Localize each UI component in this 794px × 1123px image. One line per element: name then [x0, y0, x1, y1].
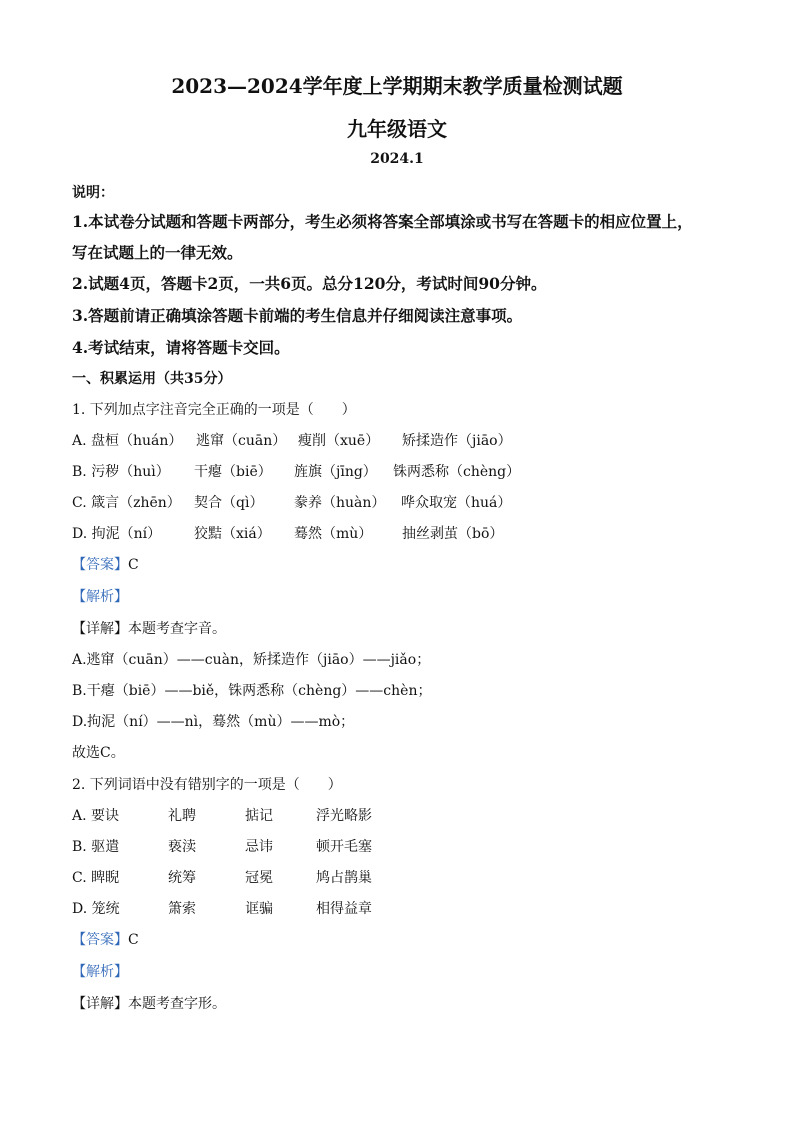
q1-option-a-4: 矫揉造作（jiāo） — [402, 433, 512, 449]
q1-option-b-2: 干瘪（biē） — [194, 464, 272, 480]
answer-value: C — [128, 557, 139, 573]
q2-option-d-2: 箫索 — [168, 901, 196, 917]
detail-tag: 【详解】 — [72, 996, 128, 1012]
q1-option-a-3: 瘦削（xuē） — [298, 433, 380, 449]
q2-answer — [72, 931, 139, 949]
q2-option-c-3: 冠冕 — [245, 870, 273, 886]
q1-option-c-2: 契合（qì） — [194, 495, 264, 511]
note-item: 3.答题前请正确填涂答题卡前端的考生信息并仔细阅读注意事项。 — [72, 306, 523, 325]
q2-option-a-1: A. 要诀 — [72, 808, 120, 824]
q1-option-d-1: D. 拘泥（ní） — [72, 526, 162, 542]
q2-option-c-2: 统筹 — [168, 870, 196, 886]
note-item: 4.考试结束，请将答题卡交回。 — [72, 338, 290, 357]
q1-detail — [72, 620, 226, 638]
question-2-stem: 2. 下列词语中没有错别字的一项是（ ） — [72, 777, 342, 793]
q2-option-b-4: 顿开毛塞 — [316, 839, 372, 855]
q2-detail — [72, 995, 226, 1013]
q2-option-a-3: 掂记 — [245, 808, 273, 824]
answer-value: C — [128, 932, 139, 948]
q1-conclusion: 故选C。 — [72, 745, 125, 761]
q2-option-b-2: 亵渎 — [168, 839, 196, 855]
q1-explanation-line: D.拘泥（ní）——nì，蓦然（mù）——mò； — [72, 714, 355, 730]
section-title: 一、积累运用（共35分） — [72, 371, 232, 387]
q1-option-b-3: 旌旗（jīng） — [294, 464, 377, 480]
exam-date: 2024.1 — [370, 151, 424, 167]
note-item: 2.试题4页，答题卡2页，一共6页。总分120分，考试时间90分钟。 — [72, 274, 547, 293]
q1-option-d-3: 蓦然（mù） — [294, 526, 373, 542]
analysis-tag: 【解析】 — [72, 964, 128, 980]
answer-tag: 【答案】 — [72, 557, 128, 573]
q2-option-d-3: 诓骗 — [245, 901, 273, 917]
analysis-tag: 【解析】 — [72, 589, 128, 605]
q1-option-b-1: B. 污秽（huì） — [72, 464, 170, 480]
q2-option-a-4: 浮光略影 — [316, 808, 372, 824]
q1-option-a-2: 逃窜（cuān） — [196, 433, 287, 449]
q1-answer — [72, 556, 139, 574]
q2-option-a-2: 礼聘 — [168, 808, 196, 824]
q2-option-c-1: C. 睥睨 — [72, 870, 120, 886]
detail-text: 本题考查字形。 — [128, 996, 226, 1012]
q1-explanation-line: A.逃窜（cuān）——cuàn，矫揉造作（jiāo）——jiǎo； — [72, 652, 431, 668]
detail-tag: 【详解】 — [72, 621, 128, 637]
q1-option-d-2: 狡黠（xiá） — [194, 526, 271, 542]
exam-subject: 九年级语文 — [347, 117, 447, 141]
q2-option-b-1: B. 驱遣 — [72, 839, 120, 855]
q1-option-c-3: 豢养（huàn） — [294, 495, 386, 511]
q2-option-c-4: 鸠占鹊巢 — [316, 870, 372, 886]
notes-heading: 说明： — [72, 185, 114, 201]
detail-text: 本题考查字音。 — [128, 621, 226, 637]
q1-option-d-4: 抽丝剥茧（bō） — [402, 526, 504, 542]
answer-tag: 【答案】 — [72, 932, 128, 948]
q2-option-d-4: 相得益章 — [316, 901, 372, 917]
exam-title: 2023—2024学年度上学期期末教学质量检测试题 — [171, 74, 623, 98]
q2-analysis — [72, 963, 128, 981]
question-1-stem: 1. 下列加点字注音完全正确的一项是（ ） — [72, 402, 356, 418]
q2-option-d-1: D. 笼统 — [72, 901, 120, 917]
note-item: 1.本试卷分试题和答题卡两部分，考生必须将答案全部填涂或书写在答题卡的相应位置上， — [72, 212, 693, 231]
q1-analysis — [72, 588, 128, 606]
q1-option-c-1: C. 箴言（zhēn） — [72, 495, 181, 511]
q1-option-c-4: 哗众取宠（huá） — [401, 495, 512, 511]
q1-explanation-line: B.干瘪（biē）——biě，铢两悉称（chèng）——chèn； — [72, 683, 432, 699]
note-item: 写在试题上的一律无效。 — [72, 243, 243, 262]
q1-option-b-4: 铢两悉称（chèng） — [393, 464, 521, 480]
q1-option-a-1: A. 盘桓（huán） — [72, 433, 183, 449]
q2-option-b-3: 忌讳 — [245, 839, 273, 855]
